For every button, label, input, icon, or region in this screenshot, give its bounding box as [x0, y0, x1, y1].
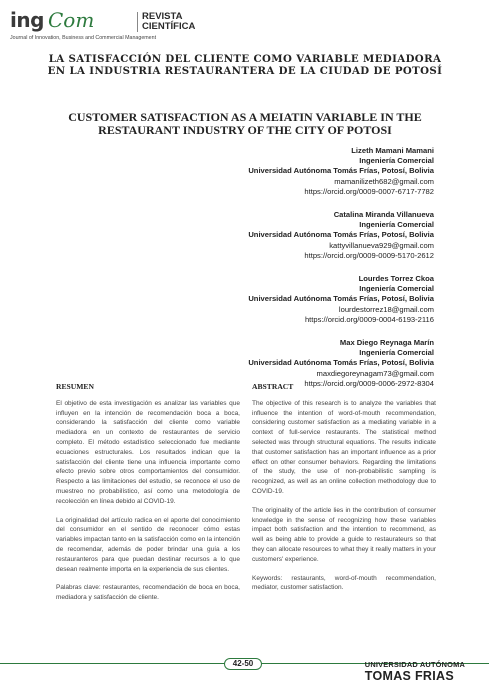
- abstract-heading: ABSTRACT: [252, 382, 294, 391]
- author-block: [134, 210, 434, 261]
- author-email[interactable]: kattyvillanueva929@gmail.com: [329, 240, 434, 250]
- author-email[interactable]: lourdestorrez18@gmail.com: [338, 304, 434, 314]
- abstract-paragraph: The originality of the article lies in the contribution of consumer knowledge in the sense of recognizing how these variables impact both satisfaction and the intention to recommend, as well as being able to provide a guide to restaurateurs so that they can allocate resources to what they it really matters in your customers' experience.: [252, 506, 436, 563]
- resumen-paragraph: El objetivo de esta investigación es analizar las variables que influyen en la intención de recomendación boca a boca, considerando la satisfacción del cliente como variable mediadora en un contexto de restaurantes de servicio completo. El método estadístico seleccionado fue mediante ecuaciones estructurales. Los resultados indican que la satisfacción del cliente tiene una influencia importante como efecto previo sobre otros comportamientos del consumidor. Respecto a las limitaciones del estudio, se reconoce el uso de muestreo no probabilístico, así como una metodología de recolección en línea debido al COVID-19.: [56, 399, 240, 505]
- author-block: [134, 146, 434, 197]
- author-email[interactable]: mamanilizeth682@gmail.com: [334, 176, 434, 186]
- title-english: CUSTOMER SATISFACTION AS A MEIATIN VARIABLE IN THE RESTAURANT INDUSTRY OF THE CITY OF POTOSI: [68, 110, 422, 137]
- author-email[interactable]: maxdiegoreynagam73@gmail.com: [316, 368, 434, 378]
- author-list: [134, 146, 434, 402]
- author-block: [134, 274, 434, 325]
- author-affiliation: Universidad Autónoma Tomás Frías, Potosí, Bolivia: [248, 358, 434, 368]
- author-name: Lourdes Torrez Ckoa: [358, 274, 434, 284]
- author-orcid[interactable]: https://orcid.org/0009-0007-6717-7782: [304, 186, 434, 196]
- author-role: Ingeniería Comercial: [359, 284, 434, 294]
- resumen-keywords: Palabras clave: restaurantes, recomendación de boca en boca, mediadora y satisfacción de cliente.: [56, 584, 240, 602]
- author-affiliation: Universidad Autónoma Tomás Frías, Potosí, Bolivia: [248, 166, 434, 176]
- author-role: Ingeniería Comercial: [359, 156, 434, 166]
- university-name-line2: TOMAS FRIAS: [364, 669, 454, 683]
- logo-com-text: Com: [48, 8, 95, 32]
- author-orcid[interactable]: https://orcid.org/0009-0009-5170-2612: [304, 250, 434, 260]
- abstract-column: [252, 382, 436, 602]
- university-logo: [365, 660, 465, 683]
- author-orcid[interactable]: https://orcid.org/0009-0006-2972-8304: [304, 378, 434, 388]
- title-spanish: LA SATISFACCIÓN DEL CLIENTE COMO VARIABLE MEDIADORA EN LA INDUSTRIA RESTAURANTERA DE LA CIUDAD DE POTOSÍ: [47, 53, 443, 77]
- page-range-badge: 42-50: [224, 658, 262, 670]
- author-affiliation: Universidad Autónoma Tomás Frías, Potosí, Bolivia: [248, 294, 434, 304]
- abstract-paragraph: The objective of this research is to analyze the variables that influence the intention of word-of-mouth recommendation, considering customer satisfaction as a mediating variable in a context of full-service restaurants. The statistical method selected was through structural equations. The results indicate that customer satisfaction has an important influence as a prior effect on other consumer behaviors. Regarding the limitations of the study, the use of non-probabilistic sampling is recognized, as well as an online collection methodology due to COVID-19.: [252, 399, 436, 495]
- logo-ing-text: ing: [10, 8, 44, 32]
- journal-subtitle: Journal of Innovation, Business and Commercial Management: [10, 35, 157, 41]
- revista-cientifica-label: REVISTA CIENTÍFICA: [137, 12, 195, 32]
- university-name-line1: UNIVERSIDAD AUTÓNOMA: [364, 660, 465, 669]
- author-role: Ingeniería Comercial: [359, 220, 434, 230]
- resumen-column: [56, 382, 240, 612]
- author-orcid[interactable]: https://orcid.org/0009-0004-6193-2116: [304, 314, 434, 324]
- author-role: Ingeniería Comercial: [359, 348, 434, 358]
- author-name: Lizeth Mamani Mamani: [351, 146, 434, 155]
- author-affiliation: Universidad Autónoma Tomás Frías, Potosí, Bolivia: [248, 230, 434, 240]
- abstract-keywords: Keywords: restaurants, word-of-mouth recommendation, mediator, customer satisfaction.: [252, 574, 436, 592]
- author-name: Catalina Miranda Villanueva: [333, 210, 434, 220]
- resumen-paragraph: La originalidad del artículo radica en el aporte del conocimiento del consumidor en el sentido de reconocer cómo estas variables impactan tanto en la satisfacción como en la intención de recomendar, además de poder brindar una guía a los restauranteros para que puedan destinar recursos a lo que desean realmente importa en la experiencia de sus clientes.: [56, 516, 240, 573]
- author-name: Max Diego Reynaga Marín: [339, 338, 434, 348]
- resumen-heading: RESUMEN: [56, 382, 94, 391]
